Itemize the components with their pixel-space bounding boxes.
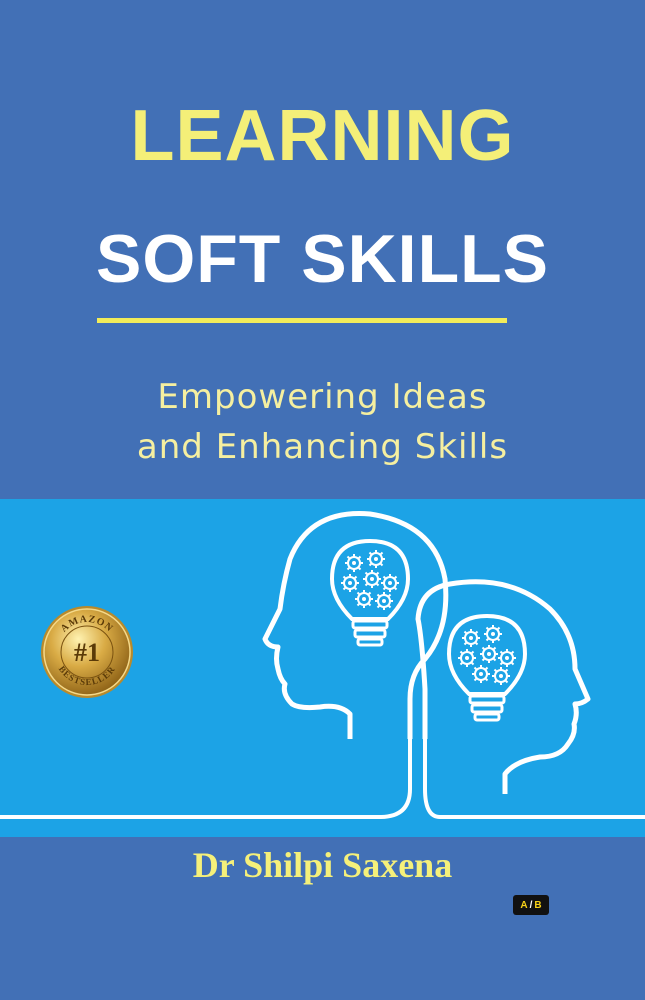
publisher-logo-icon: A / B <box>513 895 549 915</box>
subtitle-line-1: Empowering Ideas <box>157 377 488 417</box>
badge-bottom-text: BESTSELLER <box>56 663 118 688</box>
lightbulb-gears-icon <box>332 541 408 645</box>
lightbulb-gears-icon <box>449 616 525 720</box>
publisher-logo-left: A <box>520 899 528 911</box>
author-name: Dr Shilpi Saxena <box>192 845 453 885</box>
title-line-1: LEARNING <box>130 96 515 176</box>
bestseller-seal-icon <box>40 605 134 699</box>
subtitle-line-2: and Enhancing Skills <box>136 427 509 467</box>
publisher-logo-right: B <box>534 899 542 911</box>
subtitle <box>0 372 645 472</box>
badge-rank: #1 <box>74 638 100 667</box>
badge-top-text: AMAZON <box>58 613 116 635</box>
title-underline <box>97 318 507 323</box>
title-line-2: SOFT SKILLS <box>96 221 549 297</box>
